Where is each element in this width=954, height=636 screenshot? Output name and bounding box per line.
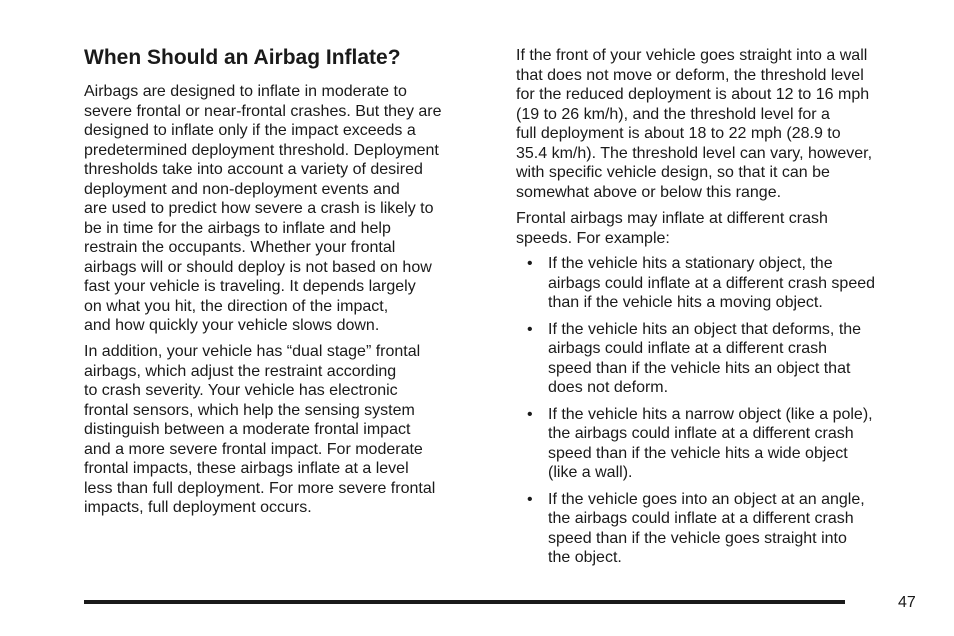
section-heading: When Should an Airbag Inflate? <box>84 46 401 69</box>
list-item-text: If the vehicle goes into an object at an angle, the airbags could inflate at a different crash speed than if the vehicle goes straight into the object. <box>548 490 865 566</box>
footer-rule <box>84 600 845 604</box>
bullet-icon: • <box>527 255 533 272</box>
list-item-text: If the vehicle hits a narrow object (like a pole), the airbags could inflate at a different crash speed than if the vehicle hits a wide object (like a wall). <box>548 405 873 481</box>
bullet-icon: • <box>527 320 533 338</box>
list-item-text: If the vehicle hits an object that deforms, the airbags could inflate at a different crash speed than if the vehicle hits an object that does not deform. <box>548 320 862 396</box>
page-number: 47 <box>898 594 916 611</box>
paragraph-threshold-speeds: If the front of your vehicle goes straight into a wall that does not move or deform, the threshold level for the reduced deployment is about 12 to 16 mph (19 to 26 km/h), and the threshold level for a full deployment is about 18 to 22 mph (28.9 to 35.4 km/h). The threshold level can vary, however, with specific vehicle design, so that it can be somewhat above or below this range. <box>516 47 873 201</box>
example-bullet-list <box>516 254 926 575</box>
list-item <box>516 254 926 313</box>
bullet-icon: • <box>527 490 533 508</box>
paragraph-airbag-threshold: Airbags are designed to inflate in moderate to severe frontal or near-frontal crashes. But they are designed to inflate only if the impact exceeds a predetermined deployment threshold. Deployment thresholds take into account a variety of desired deployment and non-deployment events and are used to predict how severe a crash is likely to be in time for the airbags to inflate and help restrain the occupants. Whether your frontal airbags will or should deploy is not based on how fast your vehicle is traveling. It depends largely on what you hit, the direction of the impact, and how quickly your vehicle slows down. <box>84 83 442 334</box>
bullet-icon: • <box>527 405 533 423</box>
paragraph-dual-stage: In addition, your vehicle has “dual stage” frontal airbags, which adjust the restraint according to crash severity. Your vehicle has electronic frontal sensors, which help the sensing system distinguish between a moderate frontal impact and a more severe frontal impact. For moderate frontal impacts, these airbags inflate at a level less than full deployment. For more severe frontal impacts, full deployment occurs. <box>84 343 436 516</box>
list-item <box>516 320 926 398</box>
list-item <box>516 490 926 568</box>
list-item <box>516 405 926 483</box>
list-item-text: If the vehicle hits a stationary object, the airbags could inflate at a different crash speed than if the vehicle hits a moving object. <box>548 255 876 311</box>
paragraph-crash-speeds-intro: Frontal airbags may inflate at different crash speeds. For example: <box>516 210 828 247</box>
